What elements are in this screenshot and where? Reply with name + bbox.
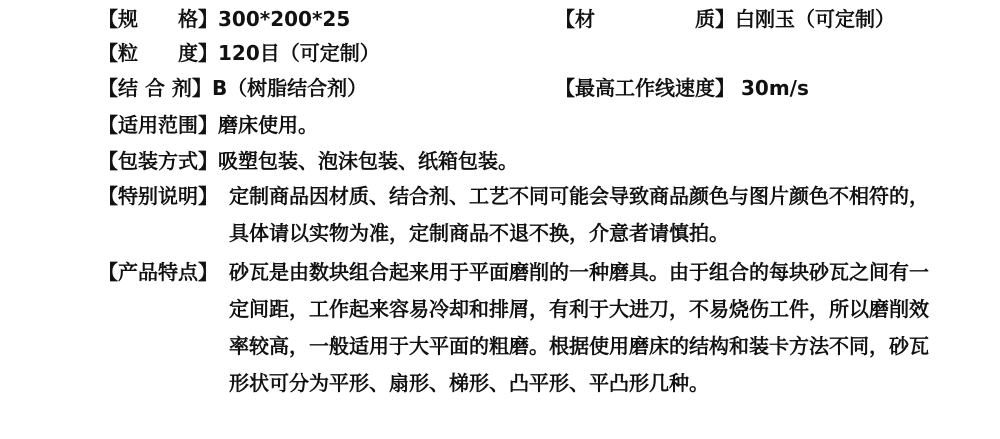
spec-row-bond: [98, 73, 367, 103]
feature-value: 砂瓦是由数块组合起来用于平面磨削的一种磨具。由于组合的每块砂瓦之间有一定间距，工作起来容易冷却和排屑，有利于大进刀，不易烧伤工件，所以磨削效率较高，一般适用于大平面的粗磨。根据使用磨床的结构和装卡方法不同，砂瓦形状可分为平形、扇形、梯形、凸平形、平凸形几种。: [229, 260, 929, 395]
package-value: 吸塑包装、泡沫包装、纸箱包装。: [218, 149, 518, 173]
grit-label: 【粒 度】: [98, 41, 218, 65]
grit-value: 120目（可定制）: [218, 41, 380, 65]
material-value: 白刚玉（可定制）: [735, 7, 895, 31]
spec-row-speed: [555, 73, 809, 103]
size-value: 300*200*25: [218, 7, 351, 31]
speed-label: 【最高工作线速度】: [555, 76, 735, 100]
material-label: 【材 质】: [555, 7, 735, 31]
feature-label: 【产品特点】: [98, 260, 218, 284]
spec-row-package: [98, 146, 518, 176]
spec-row-feature: [98, 257, 938, 439]
spec-row-scope: [98, 110, 318, 140]
spec-row-material: [555, 4, 895, 34]
spec-row-note: [98, 181, 938, 253]
package-label: 【包装方式】: [98, 149, 218, 173]
spec-row-size: [98, 4, 350, 34]
spec-row-grit: [98, 38, 380, 68]
scope-value: 磨床使用。: [218, 113, 318, 137]
note-value: 定制商品因材质、结合剂、工艺不同可能会导致商品颜色与图片颜色不相符的，具体请以实物为准，定制商品不退不换，介意者请慎拍。: [229, 184, 929, 245]
bond-value: B（树脂结合剂）: [211, 76, 368, 100]
speed-value: 30m/s: [741, 76, 809, 100]
bond-label: 【结 合 剂】: [98, 76, 212, 100]
size-label: 【规 格】: [98, 7, 218, 31]
note-label: 【特别说明】: [98, 184, 218, 208]
scope-label: 【适用范围】: [98, 113, 218, 137]
